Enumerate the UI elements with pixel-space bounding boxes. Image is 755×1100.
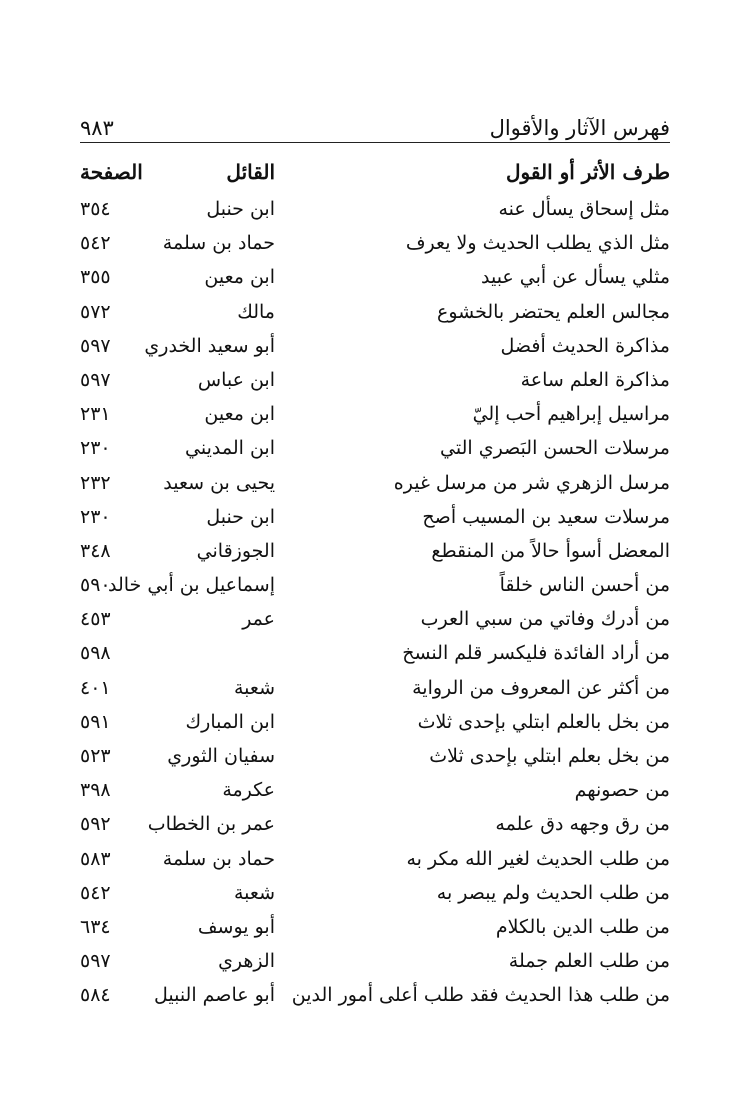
row-page: ٢٣٢ — [80, 471, 111, 494]
row-sayer: شعبة — [233, 676, 275, 699]
row-sayer: حماد بن سلمة — [162, 232, 275, 255]
column-headers — [80, 160, 670, 192]
table-row — [80, 335, 670, 369]
row-text: من طلب هذا الحديث فقد طلب أعلى أمور الدين — [291, 984, 670, 1007]
row-sayer: حماد بن سلمة — [162, 847, 275, 870]
row-text: مثلي يسأل عن أبي عبيد — [480, 266, 670, 289]
row-sayer: أبو سعيد الخدري — [144, 334, 275, 357]
table-row — [80, 848, 670, 882]
row-sayer: أبو يوسف — [197, 915, 275, 938]
row-page: ٥٩٠ — [80, 574, 111, 597]
row-sayer: ابن المبارك — [185, 710, 275, 733]
row-sayer: أبو عاصم النبيل — [153, 984, 275, 1007]
table-row — [80, 437, 670, 471]
row-page: ٥٨٤ — [80, 984, 111, 1007]
row-page: ٥٩١ — [80, 710, 111, 733]
row-sayer: ابن المديني — [185, 437, 275, 460]
row-sayer: سفيان الثوري — [167, 745, 275, 767]
row-text: مرسلات سعيد بن المسيب أصح — [422, 505, 670, 528]
row-page: ٥٤٢ — [80, 232, 111, 255]
row-page: ٥٩٧ — [80, 334, 111, 357]
row-sayer: الزهري — [218, 950, 275, 973]
table-row — [80, 745, 670, 779]
row-page: ٥٩٨ — [80, 642, 111, 665]
row-page: ٢٣٠ — [80, 437, 111, 460]
row-sayer: ابن حنبل — [206, 198, 275, 220]
row-page: ٢٣١ — [80, 403, 111, 426]
table-row — [80, 301, 670, 335]
page-number: ٩٨٣ — [80, 116, 114, 140]
row-page: ٥٩٧ — [80, 368, 111, 391]
row-sayer: عمر بن الخطاب — [147, 813, 275, 836]
table-row — [80, 642, 670, 676]
row-text: مذاكرة الحديث أفضل — [500, 334, 670, 357]
row-text: من طلب العلم جملة — [508, 950, 670, 973]
table-row — [80, 266, 670, 300]
table-row — [80, 574, 670, 608]
row-sayer: ابن معين — [204, 266, 275, 289]
row-sayer: عمر — [242, 608, 275, 631]
row-page: ٥٩٧ — [80, 950, 111, 973]
row-sayer: الجوزقاني — [196, 539, 275, 562]
running-title: فهرس الآثار والأقوال — [489, 116, 670, 140]
row-page: ٥٨٣ — [80, 847, 111, 870]
table-row — [80, 882, 670, 916]
row-sayer: يحيى بن سعيد — [163, 471, 275, 494]
table-row — [80, 916, 670, 950]
column-header-page: الصفحة — [80, 160, 143, 184]
row-page: ٢٣٠ — [80, 505, 111, 528]
row-text: مذاكرة العلم ساعة — [520, 368, 670, 391]
row-sayer: إسماعيل بن أبي خالد — [107, 574, 275, 597]
table-row — [80, 779, 670, 813]
column-header-sayer: القائل — [226, 160, 275, 184]
table-row — [80, 472, 670, 506]
row-text: من حصونهم — [574, 779, 670, 802]
row-text: مرسل الزهري شر من مرسل غيره — [393, 471, 670, 494]
table-row — [80, 198, 670, 232]
table-row — [80, 540, 670, 574]
row-text: المعضل أسوأ حالاً من المنقطع — [431, 539, 670, 562]
row-page: ٣٥٥ — [80, 266, 111, 289]
row-text: مجالس العلم يحتضر بالخشوع — [436, 300, 670, 323]
table-row — [80, 232, 670, 266]
column-header-text: طرف الأثر أو القول — [506, 160, 670, 184]
row-page: ٥٢٣ — [80, 745, 111, 767]
row-page: ٤٠١ — [80, 676, 111, 699]
row-text: من طلب الحديث لغير الله مكر به — [406, 847, 670, 870]
row-text: مرسلات الحسن البَصري التي — [440, 437, 670, 460]
row-page: ٣٤٨ — [80, 539, 111, 562]
row-text: مثل الذي يطلب الحديث ولا يعرف — [405, 232, 670, 255]
row-sayer: ابن حنبل — [206, 505, 275, 528]
table-row — [80, 403, 670, 437]
row-sayer: مالك — [237, 300, 275, 323]
running-header — [80, 100, 670, 143]
table-row — [80, 608, 670, 642]
row-page: ٤٥٣ — [80, 608, 111, 631]
row-page: ٥٩٢ — [80, 813, 111, 836]
row-sayer: عكرمة — [222, 779, 275, 802]
table-row — [80, 506, 670, 540]
table-row — [80, 369, 670, 403]
row-text: من طلب الدين بالكلام — [495, 915, 670, 938]
table-row — [80, 813, 670, 847]
row-page: ٥٧٢ — [80, 300, 111, 323]
row-text: من بخل بعلم ابتلي بإحدى ثلاث — [429, 745, 670, 767]
table-row — [80, 677, 670, 711]
row-page: ٣٥٤ — [80, 198, 111, 220]
table-row — [80, 711, 670, 745]
row-page: ٣٩٨ — [80, 779, 111, 802]
table-row — [80, 984, 670, 1018]
row-page: ٦٣٤ — [80, 915, 111, 938]
row-text: من بخل بالعلم ابتلي بإحدى ثلاث — [417, 710, 670, 733]
table-row — [80, 950, 670, 984]
row-text: من أكثر عن المعروف من الرواية — [412, 676, 670, 699]
row-text: من أدرك وفاتي من سبي العرب — [420, 608, 670, 631]
row-sayer: ابن معين — [204, 403, 275, 426]
row-sayer: ابن عباس — [197, 368, 275, 391]
row-text: من طلب الحديث ولم يبصر به — [436, 881, 670, 904]
index-table — [80, 198, 670, 1019]
row-text: مثل إسحاق يسأل عنه — [498, 198, 670, 220]
row-text: من رق وجهه دق علمه — [495, 813, 670, 836]
row-text: من أراد الفائدة فليكسر قلم النسخ — [402, 642, 670, 665]
row-text: مراسيل إبراهيم أحب إليّ — [472, 403, 670, 426]
row-text: من أحسن الناس خلقاً — [499, 574, 670, 597]
row-sayer: شعبة — [233, 881, 275, 904]
row-page: ٥٤٢ — [80, 881, 111, 904]
